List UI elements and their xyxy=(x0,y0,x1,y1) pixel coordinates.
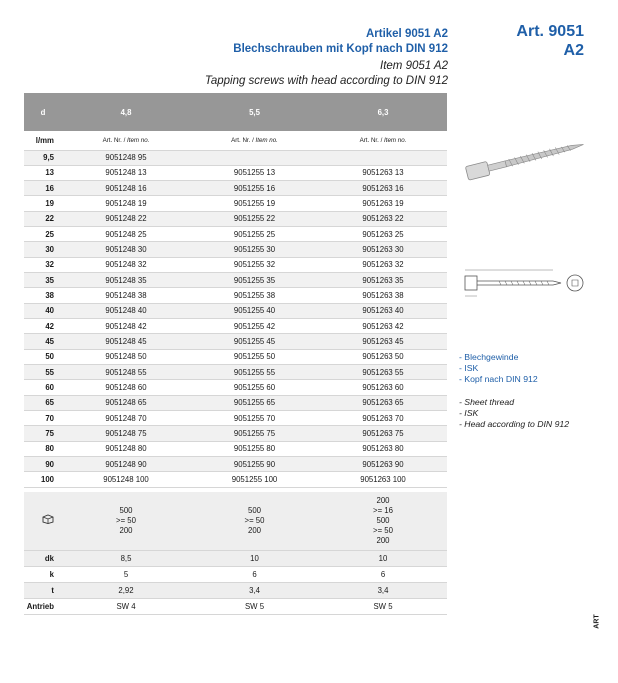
feature-item: - ISK xyxy=(459,363,479,373)
table-row xyxy=(24,349,447,364)
length-cell: 30 xyxy=(24,242,62,257)
features-en xyxy=(459,397,569,430)
article-no-header xyxy=(62,131,190,150)
side-tab xyxy=(593,608,610,638)
packaging-line: >= 16 xyxy=(373,505,393,515)
packaging-line: >= 50 xyxy=(116,515,136,525)
article-number-cell: 9051248 30 xyxy=(62,242,190,257)
features-de xyxy=(459,352,538,385)
table-row xyxy=(24,242,447,257)
packaging-line: >= 50 xyxy=(373,525,393,535)
article-number-cell: 9051248 90 xyxy=(62,457,190,472)
length-cell: 42 xyxy=(24,319,62,334)
article-number-cell xyxy=(190,150,319,165)
article-no-label: Art. Nr. / xyxy=(359,136,383,144)
length-cell: 50 xyxy=(24,349,62,364)
article-number-cell: 9051263 75 xyxy=(319,426,447,441)
table-row xyxy=(24,334,447,349)
table-subheader-row xyxy=(24,131,447,150)
title-en-line1: Item 9051 A2 xyxy=(380,60,448,72)
feature-item: - Kopf nach DIN 912 xyxy=(459,374,538,384)
spec-value: SW 4 xyxy=(62,598,190,614)
title-en-line2: Tapping screws with head according to DIN 912 xyxy=(204,75,448,87)
article-number-cell: 9051248 40 xyxy=(62,303,190,318)
article-number-cell: 9051255 42 xyxy=(190,319,319,334)
article-no-label: Art. Nr. / xyxy=(231,136,254,144)
package-icon-cell xyxy=(24,492,62,550)
article-number xyxy=(516,22,584,60)
length-cell: 22 xyxy=(24,211,62,226)
spec-value: 10 xyxy=(190,550,319,566)
size-header: 5,5 xyxy=(190,93,319,131)
spec-label: Antrieb xyxy=(24,598,62,614)
article-number-cell: 9051248 100 xyxy=(62,472,190,487)
packaging-line: >= 50 xyxy=(244,515,265,525)
size-header: 4,8 xyxy=(62,93,190,131)
length-cell: 45 xyxy=(24,334,62,349)
spec-label: dk xyxy=(24,550,62,566)
article-number-cell: 9051255 55 xyxy=(190,365,319,380)
article-number-cell: 9051255 45 xyxy=(190,334,319,349)
packaging-line: 500 xyxy=(119,505,133,515)
article-number-cell: 9051248 65 xyxy=(62,395,190,410)
feature-item: - Blechgewinde xyxy=(459,352,519,362)
length-cell: 40 xyxy=(24,303,62,318)
spec-value: 10 xyxy=(319,550,447,566)
table-header-row xyxy=(24,93,447,131)
table-row xyxy=(24,457,447,472)
article-number-cell: 9051263 25 xyxy=(319,227,447,242)
packaging-line: 200 xyxy=(376,535,390,545)
article-number-cell: 9051248 32 xyxy=(62,257,190,272)
article-number-cell: 9051255 16 xyxy=(190,181,319,196)
screw-drawing xyxy=(459,262,589,304)
packaging-line: 500 xyxy=(376,515,390,525)
article-number-cell: 9051263 35 xyxy=(319,273,447,288)
article-number-cell: 9051255 13 xyxy=(190,165,319,180)
article-number-cell: 9051263 42 xyxy=(319,319,447,334)
article-number-cell: 9051255 90 xyxy=(190,457,319,472)
packaging-line: 200 xyxy=(247,525,261,535)
article-number-cell: 9051248 16 xyxy=(62,181,190,196)
article-number-cell: 9051263 60 xyxy=(319,380,447,395)
feature-item: - Head according to DIN 912 xyxy=(459,419,570,429)
article-number-cell: 9051255 65 xyxy=(190,395,319,410)
table-row xyxy=(24,181,447,196)
article-number-cell: 9051255 22 xyxy=(190,211,319,226)
article-number-cell: 9051263 30 xyxy=(319,242,447,257)
article-no-header xyxy=(190,131,319,150)
spec-value: 6 xyxy=(190,566,319,582)
article-number-cell: 9051263 90 xyxy=(319,457,447,472)
article-number-cell: 9051248 35 xyxy=(62,273,190,288)
packaging-cell xyxy=(319,492,447,550)
length-cell: 65 xyxy=(24,395,62,410)
article-number-cell: 9051255 19 xyxy=(190,196,319,211)
packaging-line: 200 xyxy=(119,525,133,535)
article-number-cell: 9051255 40 xyxy=(190,303,319,318)
table-row xyxy=(24,257,447,272)
article-no-header xyxy=(319,131,447,150)
table-row xyxy=(24,319,447,334)
packaging-line: 500 xyxy=(247,505,261,515)
length-cell: 25 xyxy=(24,227,62,242)
spec-label: t xyxy=(24,582,62,598)
diameter-label: d xyxy=(24,93,62,131)
article-number-cell: 9051263 55 xyxy=(319,365,447,380)
spec-value: 2,92 xyxy=(62,582,190,598)
packaging-row xyxy=(24,492,447,550)
package-icon xyxy=(42,514,54,524)
article-number-cell: 9051263 16 xyxy=(319,181,447,196)
length-cell: 9,5 xyxy=(24,150,62,165)
article-table xyxy=(24,93,447,488)
packaging-line: 200 xyxy=(376,495,390,505)
table-row xyxy=(24,288,447,303)
feature-item: - ISK xyxy=(459,408,479,418)
article-number-cell: 9051255 75 xyxy=(190,426,319,441)
spec-value: 3,4 xyxy=(190,582,319,598)
article-number-line1: Art. 9051 xyxy=(516,23,584,40)
article-number-cell: 9051248 42 xyxy=(62,319,190,334)
spec-row xyxy=(24,566,447,582)
screw-photo xyxy=(461,132,589,184)
article-number-cell: 9051255 30 xyxy=(190,242,319,257)
article-number-cell: 9051248 45 xyxy=(62,334,190,349)
table-row xyxy=(24,165,447,180)
length-cell: 19 xyxy=(24,196,62,211)
article-number-cell: 9051248 19 xyxy=(62,196,190,211)
table-row xyxy=(24,441,447,456)
article-number-cell: 9051248 55 xyxy=(62,365,190,380)
length-cell: 80 xyxy=(24,441,62,456)
title-de-line2: Blechschrauben mit Kopf nach DIN 912 xyxy=(233,43,448,55)
length-cell: 13 xyxy=(24,165,62,180)
length-cell: 75 xyxy=(24,426,62,441)
article-number-cell: 9051263 40 xyxy=(319,303,447,318)
article-number-cell: 9051248 80 xyxy=(62,441,190,456)
article-number-cell: 9051255 25 xyxy=(190,227,319,242)
spec-value: SW 5 xyxy=(319,598,447,614)
article-number-cell: 9051263 45 xyxy=(319,334,447,349)
spec-row xyxy=(24,582,447,598)
article-number-cell: 9051255 50 xyxy=(190,349,319,364)
table-row xyxy=(24,150,447,165)
article-number-line2: A2 xyxy=(563,42,584,59)
table-row xyxy=(24,411,447,426)
article-number-cell: 9051248 60 xyxy=(62,380,190,395)
table-row xyxy=(24,426,447,441)
length-cell: 100 xyxy=(24,472,62,487)
article-number-cell: 9051255 80 xyxy=(190,441,319,456)
side-label: ART xyxy=(593,614,601,629)
size-header: 6,3 xyxy=(319,93,447,131)
article-number-cell: 9051248 75 xyxy=(62,426,190,441)
article-number-cell: 9051255 100 xyxy=(190,472,319,487)
article-number-cell: 9051248 25 xyxy=(62,227,190,242)
article-number-cell: 9051255 32 xyxy=(190,257,319,272)
item-no-label: Item no. xyxy=(384,136,407,144)
packaging-cell xyxy=(62,492,190,550)
length-cell: 55 xyxy=(24,365,62,380)
length-cell: 16 xyxy=(24,181,62,196)
title-de-line1: Artikel 9051 A2 xyxy=(365,28,448,40)
table-row xyxy=(24,380,447,395)
table-row xyxy=(24,472,447,487)
item-no-label: Item no. xyxy=(255,136,278,144)
article-number-cell: 9051263 70 xyxy=(319,411,447,426)
spec-label: k xyxy=(24,566,62,582)
table-row xyxy=(24,196,447,211)
spec-table xyxy=(24,492,447,615)
table-row xyxy=(24,273,447,288)
article-number-cell: 9051263 22 xyxy=(319,211,447,226)
article-number-cell: 9051248 95 xyxy=(62,150,190,165)
length-cell: 90 xyxy=(24,457,62,472)
spec-value: 6 xyxy=(319,566,447,582)
table-row xyxy=(24,211,447,226)
article-number-cell: 9051248 70 xyxy=(62,411,190,426)
article-number-cell: 9051263 65 xyxy=(319,395,447,410)
spec-value: SW 5 xyxy=(190,598,319,614)
article-number-cell: 9051263 50 xyxy=(319,349,447,364)
spec-row xyxy=(24,598,447,614)
table-row xyxy=(24,365,447,380)
article-number-cell xyxy=(319,150,447,165)
article-number-cell: 9051255 35 xyxy=(190,273,319,288)
article-number-cell: 9051248 22 xyxy=(62,211,190,226)
article-number-cell: 9051263 100 xyxy=(319,472,447,487)
article-number-cell: 9051263 80 xyxy=(319,441,447,456)
feature-item: - Sheet thread xyxy=(459,397,515,407)
packaging-cell xyxy=(190,492,319,550)
article-number-cell: 9051263 38 xyxy=(319,288,447,303)
table-row xyxy=(24,395,447,410)
article-number-cell: 9051248 50 xyxy=(62,349,190,364)
length-cell: 35 xyxy=(24,273,62,288)
length-cell: 32 xyxy=(24,257,62,272)
length-cell: 70 xyxy=(24,411,62,426)
spec-row xyxy=(24,550,447,566)
article-number-cell: 9051248 38 xyxy=(62,288,190,303)
length-cell: 60 xyxy=(24,380,62,395)
length-cell: 38 xyxy=(24,288,62,303)
article-number-cell: 9051255 38 xyxy=(190,288,319,303)
article-number-cell: 9051248 13 xyxy=(62,165,190,180)
article-number-cell: 9051255 70 xyxy=(190,411,319,426)
article-number-cell: 9051263 19 xyxy=(319,196,447,211)
article-number-cell: 9051263 32 xyxy=(319,257,447,272)
spec-value: 5 xyxy=(62,566,190,582)
table-row xyxy=(24,303,447,318)
article-no-label: Art. Nr. / xyxy=(102,136,126,144)
article-number-cell: 9051263 13 xyxy=(319,165,447,180)
length-label: l/mm xyxy=(24,131,62,150)
table-row xyxy=(24,227,447,242)
article-number-cell: 9051255 60 xyxy=(190,380,319,395)
item-no-label: Item no. xyxy=(127,136,150,144)
spec-value: 8,5 xyxy=(62,550,190,566)
spec-value: 3,4 xyxy=(319,582,447,598)
